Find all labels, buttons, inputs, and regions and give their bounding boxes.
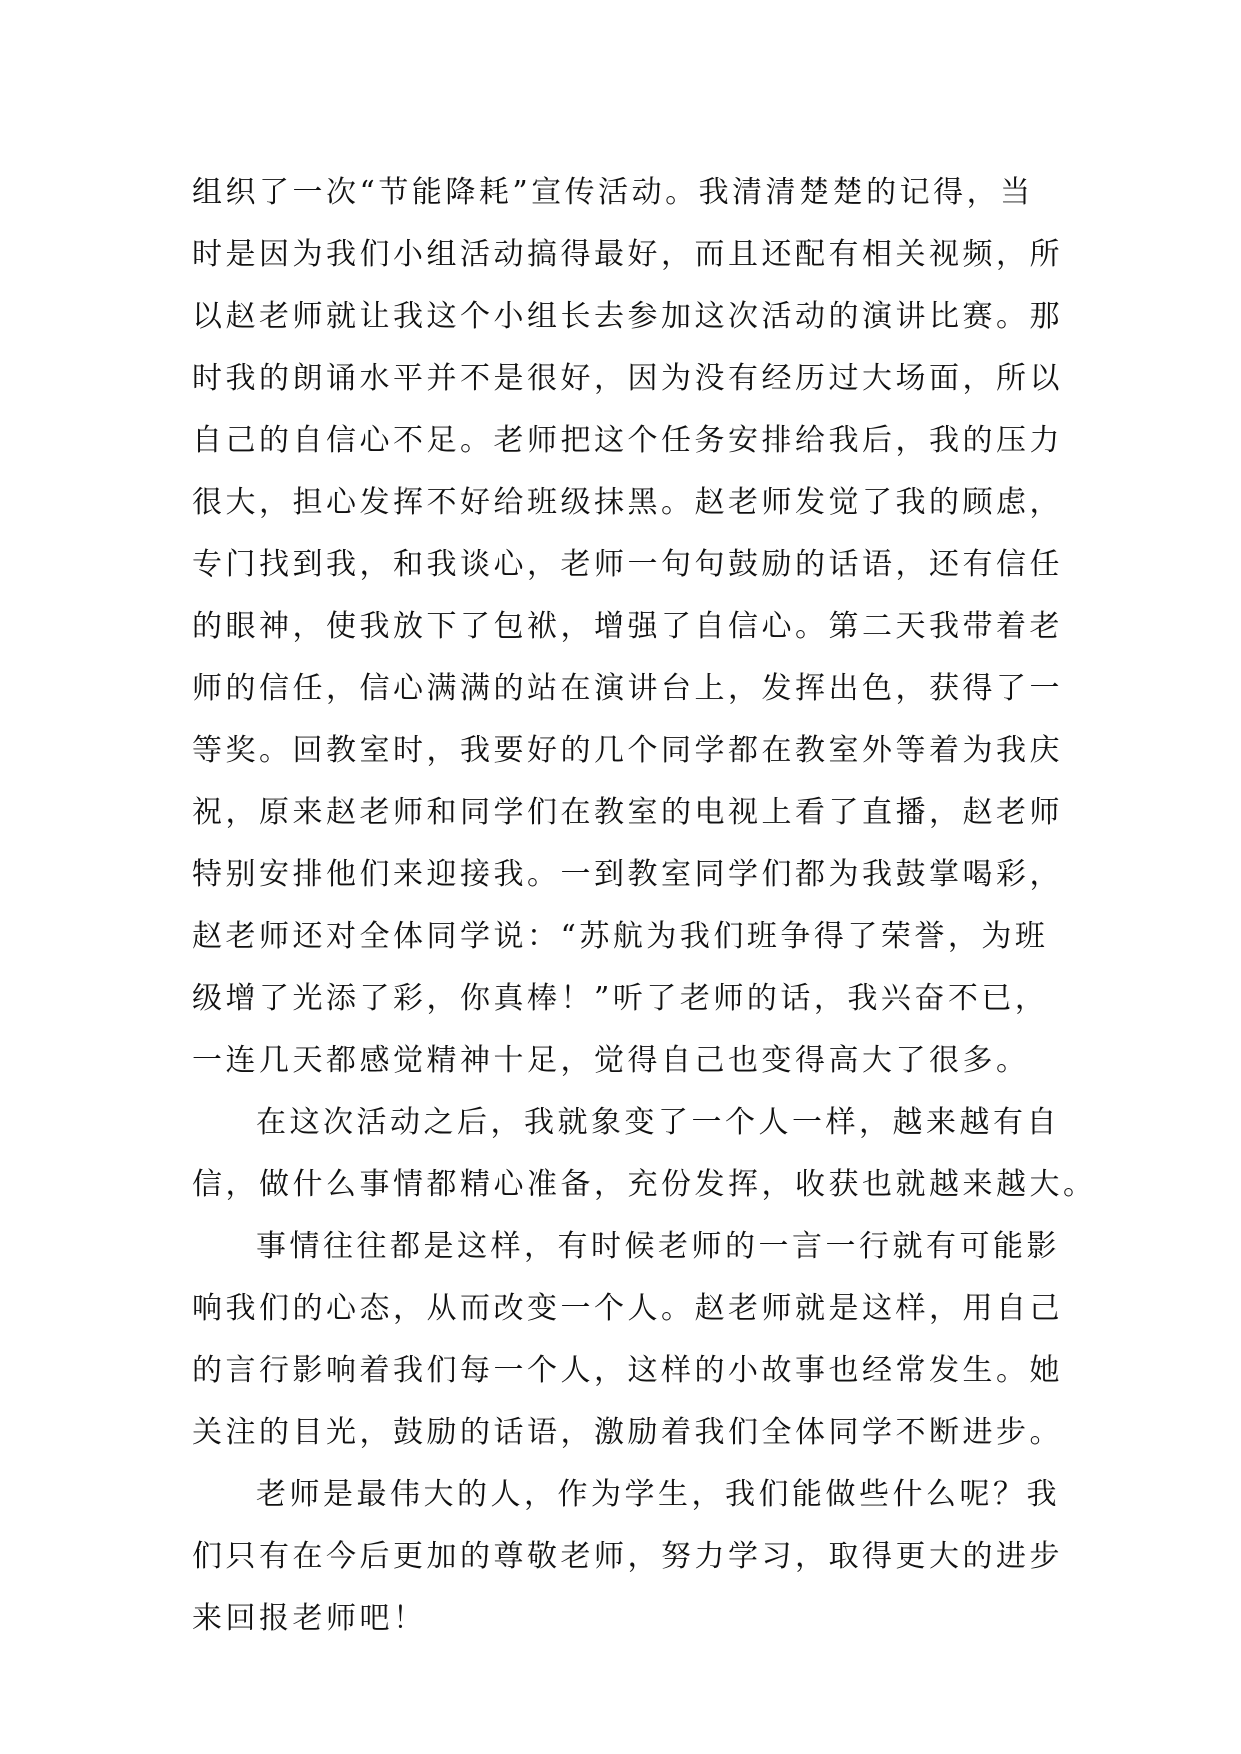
text-line: 关注的目光，鼓励的话语，激励着我们全体同学不断进步。 [192, 1415, 1063, 1450]
paragraph-first-line: 事情往往都是这样，有时候老师的一言一行就有可能影 [256, 1229, 1060, 1264]
text-line: 祝，原来赵老师和同学们在教室的电视上看了直播，赵老师 [192, 795, 1063, 830]
text-line: 以赵老师就让我这个小组长去参加这次活动的演讲比赛。那 [192, 299, 1063, 334]
text-line: 的眼神，使我放下了包袱，增强了自信心。第二天我带着老 [192, 609, 1063, 644]
paragraph-first-line: 在这次活动之后，我就象变了一个人一样，越来越有自 [256, 1105, 1060, 1140]
text-line: 时是因为我们小组活动搞得最好，而且还配有相关视频，所 [192, 237, 1063, 272]
text-line: 等奖。回教室时，我要好的几个同学都在教室外等着为我庆 [192, 733, 1063, 768]
text-line: 时我的朗诵水平并不是很好，因为没有经历过大场面，所以 [192, 361, 1063, 396]
text-line: 自己的自信心不足。老师把这个任务安排给我后，我的压力 [192, 423, 1063, 458]
text-line: 的言行影响着我们每一个人，这样的小故事也经常发生。她 [192, 1353, 1063, 1388]
body-text [192, 162, 1097, 1650]
text-line: 级增了光添了彩，你真棒！”听了老师的话，我兴奋不已， [192, 981, 1049, 1016]
text-line: 响我们的心态，从而改变一个人。赵老师就是这样，用自己 [192, 1291, 1063, 1326]
text-line: 信，做什么事情都精心准备，充份发挥，收获也就越来越大。 [192, 1167, 1097, 1202]
text-line: 一连几天都感觉精神十足，觉得自己也变得高大了很多。 [192, 1043, 1030, 1078]
text-line: 师的信任，信心满满的站在演讲台上，发挥出色，获得了一 [192, 671, 1063, 706]
text-line: 专门找到我，和我谈心，老师一句句鼓励的话语，还有信任 [192, 547, 1063, 582]
text-line: 赵老师还对全体同学说：“苏航为我们班争得了荣誉，为班 [192, 919, 1049, 954]
text-line: 组织了一次“节能降耗”宣传活动。我清清楚楚的记得，当 [192, 175, 1034, 210]
text-line: 特别安排他们来迎接我。一到教室同学们都为我鼓掌喝彩， [192, 857, 1063, 892]
text-line: 们只有在今后更加的尊敬老师，努力学习，取得更大的进步 [192, 1539, 1063, 1574]
paragraph-first-line: 老师是最伟大的人，作为学生，我们能做些什么呢？我 [256, 1477, 1060, 1512]
text-line: 来回报老师吧！ [192, 1601, 427, 1636]
text-line: 很大，担心发挥不好给班级抹黑。赵老师发觉了我的顾虑， [192, 485, 1063, 520]
